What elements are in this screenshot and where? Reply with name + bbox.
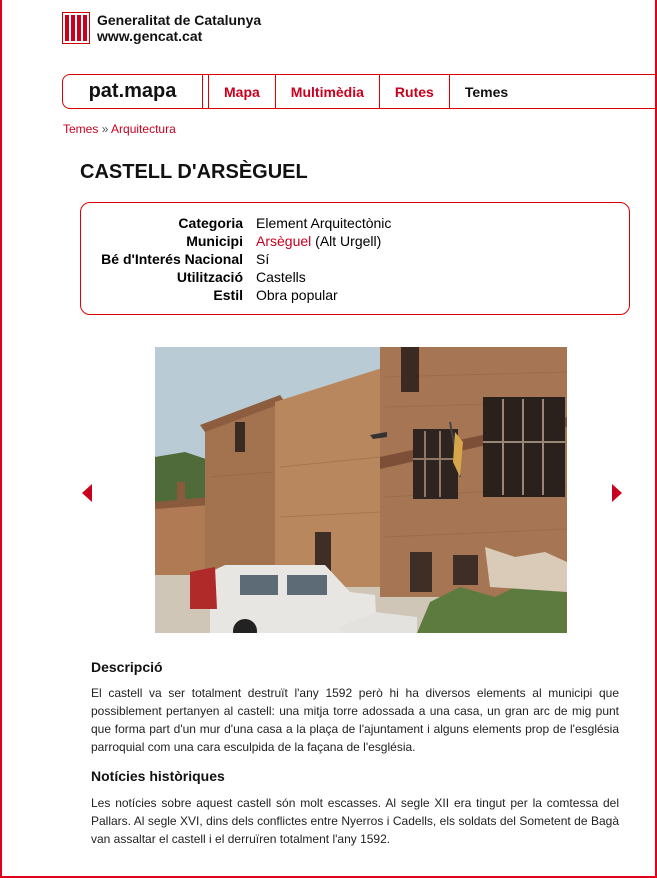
org-name[interactable] (97, 12, 261, 44)
tab-multimedia[interactable]: Multimèdia (276, 75, 380, 108)
info-value: Element Arquitectònic (256, 215, 392, 231)
info-value: (Alt Urgell) (315, 233, 382, 249)
info-box (80, 202, 630, 315)
info-value-wrap (256, 232, 381, 250)
info-value: Castells (256, 269, 306, 285)
generalitat-logo-icon[interactable] (62, 12, 90, 44)
breadcrumb-separator: » (101, 122, 109, 136)
info-value: Obra popular (256, 287, 338, 303)
tab-temes[interactable]: Temes (464, 83, 509, 100)
breadcrumb-item-arquitectura[interactable]: Arquitectura (111, 122, 176, 136)
section-title-descripcio: Descripció (91, 659, 163, 675)
org-line2: www.gencat.cat (97, 28, 203, 44)
main-nav (62, 74, 657, 109)
tab-rutes[interactable]: Rutes (380, 75, 450, 108)
info-key: Utilització (176, 269, 243, 285)
section-title-noticies: Notícies històriques (91, 768, 225, 784)
info-value: Sí (256, 251, 270, 267)
section-text-noticies: Les notícies sobre aquest castell són molt escasses. Al segle XII era tingut per la comtessa del Pallars. Al segle XVI, dins dels conflictes entre Nyerros i Cadells, els soldats del Sometent de Bagà van assaltar el castell i el derruïren totalment l'any 1592. (91, 796, 619, 846)
municipi-link[interactable]: Arsèguel (256, 233, 312, 249)
tab-mapa[interactable]: Mapa (209, 75, 276, 108)
org-line1: Generalitat de Catalunya (97, 12, 262, 28)
arrow-left-icon[interactable] (82, 484, 92, 502)
info-key: Municipi (186, 233, 243, 249)
castle-photo (155, 347, 567, 633)
brand-logo[interactable]: pat.mapa (63, 75, 203, 108)
arrow-right-icon[interactable] (612, 484, 622, 502)
breadcrumb (63, 122, 176, 136)
info-key: Estil (213, 287, 243, 303)
section-text-descripcio: El castell va ser totalment destruït l'any 1592 però hi ha diversos elements al municipi que possiblement pertanyen al castell: una mitja torre adossada a una casa, un gran arc de mig punt que forma part d'un mur d'una casa a la plaça de l'ajuntament i alguns elements prop de l'església parroquial com una cara esculpida de la façana de l'església. (91, 686, 619, 754)
info-key: Bé d'Interés Nacional (101, 251, 243, 267)
site-header (62, 12, 261, 44)
page-title: CASTELL D'ARSÈGUEL (80, 161, 308, 183)
info-key: Categoria (178, 215, 243, 231)
breadcrumb-item-temes[interactable]: Temes (63, 122, 99, 136)
